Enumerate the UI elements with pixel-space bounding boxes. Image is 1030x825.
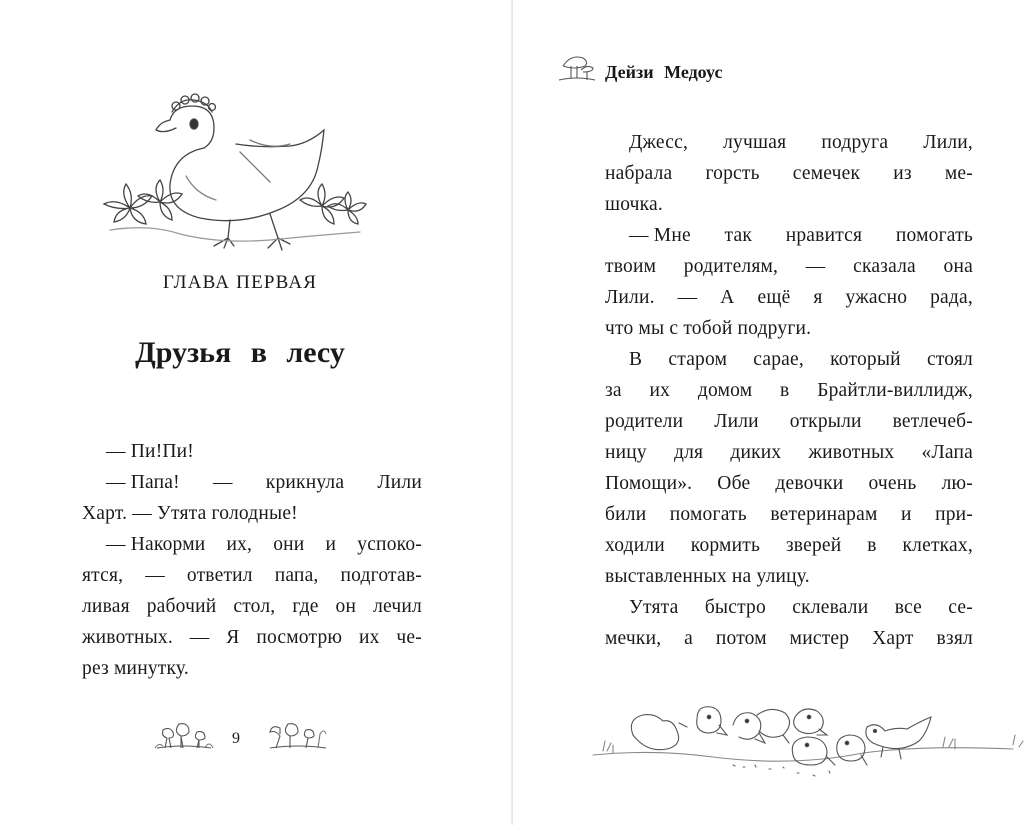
running-head: Дейзи Медоус [605, 62, 723, 82]
word: ницу [605, 442, 647, 463]
word: Я [226, 627, 240, 648]
word: — Папа! [106, 472, 180, 493]
text-line [82, 658, 189, 680]
word: папа, [274, 565, 319, 586]
mushroom-ornament-icon [155, 722, 213, 750]
word: девочки [775, 473, 844, 494]
text-line [605, 411, 973, 433]
left-page [0, 0, 512, 825]
word: в [867, 535, 877, 556]
word: Харт. — Утята голодные! [82, 503, 298, 524]
word: их [358, 627, 380, 648]
word: мечки, [605, 628, 662, 649]
word: — [189, 627, 210, 648]
word: потом [715, 628, 767, 649]
word: — [212, 472, 233, 493]
word: взял [936, 628, 973, 649]
word: сказала [853, 256, 916, 277]
text-line [629, 349, 973, 371]
word: очень [868, 473, 917, 494]
word: старом [668, 349, 728, 370]
word: за [605, 380, 622, 401]
word: диких [730, 442, 782, 463]
word: успоко- [357, 534, 422, 555]
word: ещё [757, 287, 791, 308]
word: для [673, 442, 704, 463]
right-page [513, 0, 1030, 825]
word: ме- [944, 163, 973, 184]
text-line [605, 535, 973, 557]
word: что мы с тобой подруги. [605, 318, 812, 339]
chapter-label: ГЛАВА ПЕРВАЯ [162, 272, 318, 293]
text-line [605, 442, 973, 464]
word: выставленных на улицу. [605, 566, 810, 587]
word: ливая [82, 596, 130, 617]
word: подруга [821, 132, 889, 153]
word: кормить [690, 535, 761, 556]
word: А [720, 287, 735, 308]
word: домом [697, 380, 753, 401]
word: ветеринарам [770, 504, 878, 525]
word: стоял [926, 349, 973, 370]
word: животных. [82, 627, 173, 648]
word: Пи! [162, 441, 195, 462]
word: крикнула [265, 472, 345, 493]
word: и [325, 534, 337, 555]
text-line [605, 163, 973, 185]
word: лю- [941, 473, 973, 494]
word: помогать [895, 225, 973, 246]
word: клетках, [902, 535, 973, 556]
word: набрала [605, 163, 673, 184]
text-line [605, 256, 973, 278]
word: я [813, 287, 823, 308]
word: и [900, 504, 912, 525]
word: лучшая [723, 132, 787, 153]
text-line [605, 504, 973, 526]
word: Обе [717, 473, 751, 494]
text-line [605, 287, 973, 309]
word: он [335, 596, 357, 617]
word: рез минутку. [82, 658, 189, 679]
word: где [292, 596, 319, 617]
word: нравится [785, 225, 863, 246]
text-line [82, 596, 422, 618]
word: родителям, [683, 256, 779, 277]
text-line [82, 503, 298, 525]
mushroom-ornament-icon [268, 720, 328, 750]
word: — Пи! [106, 441, 163, 462]
word: лечил [373, 596, 422, 617]
word: мистер [789, 628, 850, 649]
word: — [145, 565, 165, 586]
word: горсть [705, 163, 760, 184]
word: так [724, 225, 753, 246]
word: при- [935, 504, 973, 525]
word: семечек [792, 163, 861, 184]
text-line [629, 132, 973, 154]
text-line [605, 194, 663, 216]
word: ятся, [82, 565, 124, 586]
word: Лили [377, 472, 422, 493]
word: Утята [629, 597, 679, 618]
ducklings-illustration [583, 695, 1028, 805]
word: Харт [872, 628, 914, 649]
word: а [684, 628, 694, 649]
word: твоим [605, 256, 657, 277]
word: Помощи». [605, 473, 693, 494]
word: «Лапа [921, 442, 973, 463]
word: в [780, 380, 790, 401]
word: сарае, [753, 349, 804, 370]
text-line [629, 225, 973, 247]
word: их [649, 380, 671, 401]
word: че- [396, 627, 422, 648]
word: Лили. [605, 287, 655, 308]
word: Лили, [923, 132, 973, 153]
word: се- [948, 597, 973, 618]
word: открыли [789, 411, 862, 432]
word: — [677, 287, 698, 308]
word: шочка. [605, 194, 663, 215]
word: который [830, 349, 901, 370]
page-number: 9 [232, 730, 240, 747]
word: В [629, 349, 643, 370]
word: — Накорми [106, 534, 206, 555]
word: посмотрю [256, 627, 343, 648]
text-line [82, 627, 422, 649]
word: все [894, 597, 922, 618]
word: ужасно [845, 287, 908, 308]
word: Брайтли-виллидж, [817, 380, 973, 401]
text-line [605, 566, 810, 588]
text-line [106, 441, 194, 463]
word: склевали [792, 597, 869, 618]
word: она [943, 256, 973, 277]
word: Лили [714, 411, 759, 432]
word: животных [808, 442, 895, 463]
word: стол, [233, 596, 276, 617]
word: родители [605, 411, 684, 432]
word: — Мне [629, 225, 691, 246]
text-line [605, 628, 973, 650]
chapter-title: Друзья в лесу [135, 336, 345, 369]
text-line [629, 597, 973, 619]
text-line [106, 534, 422, 556]
word: рада, [930, 287, 973, 308]
mushroom-icon [559, 54, 595, 84]
text-line [82, 565, 422, 587]
text-line [605, 318, 811, 340]
word: их, [226, 534, 253, 555]
text-line [605, 380, 973, 402]
word: из [893, 163, 912, 184]
word: помогать [669, 504, 747, 525]
word: зверей [785, 535, 842, 556]
word: били [605, 504, 647, 525]
text-line [605, 473, 973, 495]
word: быстро [704, 597, 766, 618]
text-line [106, 472, 422, 494]
word: Джесс, [629, 132, 689, 153]
word: — [805, 256, 826, 277]
word: ответил [186, 565, 253, 586]
duckling-illustration [90, 80, 370, 250]
word: ходили [605, 535, 665, 556]
word: ветлечеб- [892, 411, 973, 432]
word: они [273, 534, 305, 555]
word: подготав- [340, 565, 422, 586]
word: рабочий [146, 596, 217, 617]
